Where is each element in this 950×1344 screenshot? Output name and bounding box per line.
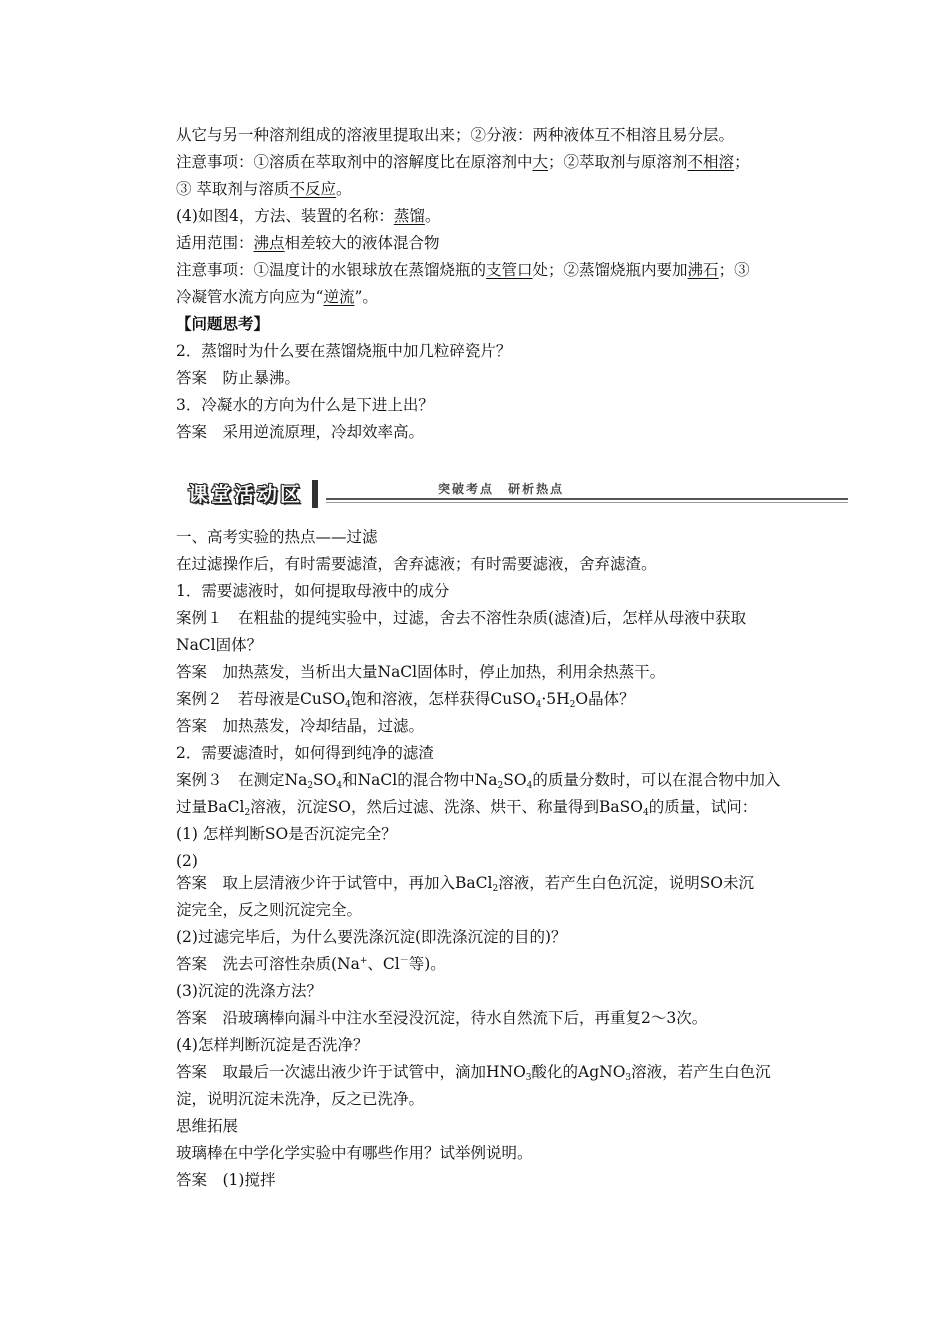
answer: 答案 洗去可溶性杂质(Na+、Cl－等)。 — [176, 955, 446, 973]
question: (4)怎样判断沉淀是否洗净？ — [176, 1036, 369, 1054]
banner-divider — [312, 480, 318, 508]
case-text: 案例１ 在粗盐的提纯实验中，过滤，舍去不溶性杂质(滤渣)后，怎样从母液中获取 — [176, 609, 747, 627]
question: 2．蒸馏时为什么要在蒸馏烧瓶中加几粒碎瓷片？ — [176, 342, 512, 360]
answer: 答案 (1)搅拌 — [176, 1171, 276, 1189]
subheading: 思维拓展 — [176, 1117, 239, 1135]
answer: 答案 取最后一次滤出液少许于试管中，滴加$HNO_3$酸化的AgNO$_3$溶液，若产生白色沉 — [176, 1063, 771, 1083]
question: 3．冷凝水的方向为什么是下进上出？ — [176, 396, 434, 414]
answer-blank: 不相溶 — [687, 153, 735, 171]
answer: 答案 采用逆流原理，冷却效率高。 — [176, 423, 425, 441]
case-text: 过量BaCl$_2$溶液，沉淀SO，然后过滤、洗涤、烘干、称量得到BaSO$_4$的质量，试问： — [176, 798, 758, 818]
answer-blank: 沸石 — [687, 261, 719, 279]
section-title: 一、高考实验的热点——过滤 — [176, 528, 378, 546]
question: (1) 怎样判断SO是否沉淀完全？ — [176, 825, 397, 843]
answer-blank: 蒸馏 — [393, 207, 425, 225]
question: (3)沉淀的洗涤方法？ — [176, 982, 322, 1000]
banner-rule — [326, 498, 848, 500]
answer-blank: 大 — [532, 153, 549, 171]
section-heading: 【问题思考】 — [176, 314, 270, 333]
section-banner — [176, 478, 848, 512]
case-text: 案例３ 在测定$Na_2SO_4$和NaCl的混合物中$Na_2SO_4$的质量分数时，可以在混合物中加入 — [176, 771, 781, 791]
text-line: 冷凝管水流方向应为“逆流”。 — [176, 288, 378, 306]
banner-subtitle: 突破考点 研析热点 — [438, 482, 565, 496]
text-line: 适用范围：沸点相差较大的液体混合物 — [176, 234, 440, 252]
question: (2)过滤完毕后，为什么要洗涤沉淀(即洗涤沉淀的目的)？ — [176, 928, 567, 946]
answer: 答案 沿玻璃棒向漏斗中注水至浸没沉淀，待水自然流下后，再重复2～3次。 — [176, 1009, 708, 1027]
answer-blank: 支管口 — [486, 261, 533, 279]
answer-blank: 沸点 — [253, 234, 285, 252]
case-text: NaCl固体？ — [176, 636, 263, 654]
text-line: 从它与另一种溶剂组成的溶液里提取出来；②分液：两种液体互不相溶且易分层。 — [176, 126, 735, 144]
text-line: (4)如图4，方法、装置的名称：蒸馏。 — [176, 207, 441, 225]
answer: 答案 加热蒸发，当析出大量NaCl固体时，停止加热，利用余热蒸干。 — [176, 663, 666, 681]
case-text: 案例２ 若母液是CuSO$_4$饱和溶液，怎样获得$CuSO_4\cdot 5H_2O$晶体？ — [176, 690, 635, 710]
answer: 答案 加热蒸发，冷却结晶，过滤。 — [176, 717, 425, 735]
question: 玻璃棒在中学化学实验中有哪些作用？试举例说明。 — [176, 1144, 533, 1162]
banner-rule — [326, 502, 848, 503]
text-line: 注意事项：①溶质在萃取剂中的溶解度比在原溶剂中大；②萃取剂与原溶剂不相溶； — [176, 153, 750, 171]
subheading: 2．需要滤渣时，如何得到纯净的滤渣 — [176, 744, 434, 762]
answer: 淀完全，反之则沉淀完全。 — [176, 901, 363, 919]
question: (2) — [176, 852, 198, 870]
text-line: 在过滤操作后，有时需要滤渣，舍弃滤液；有时需要滤液，舍弃滤渣。 — [176, 555, 657, 573]
text-line: ③ 萃取剂与溶质不反应。 — [176, 180, 352, 198]
subheading: 1．需要滤液时，如何提取母液中的成分 — [176, 582, 450, 600]
answer: 答案 防止暴沸。 — [176, 369, 301, 387]
answer: 答案 取上层清液少许于试管中，再加入BaCl$_2$溶液，若产生白色沉淀，说明SO未沉 — [176, 874, 755, 894]
text-line: 注意事项：①温度计的水银球放在蒸馏烧瓶的支管口处；②蒸馏烧瓶内要加沸石；③ — [176, 261, 750, 279]
banner-title: 课堂活动区 — [188, 482, 303, 506]
answer-blank: 不反应 — [289, 180, 336, 198]
answer: 淀，说明沉淀未洗净，反之已洗净。 — [176, 1090, 425, 1108]
answer-blank: 逆流 — [323, 288, 355, 306]
